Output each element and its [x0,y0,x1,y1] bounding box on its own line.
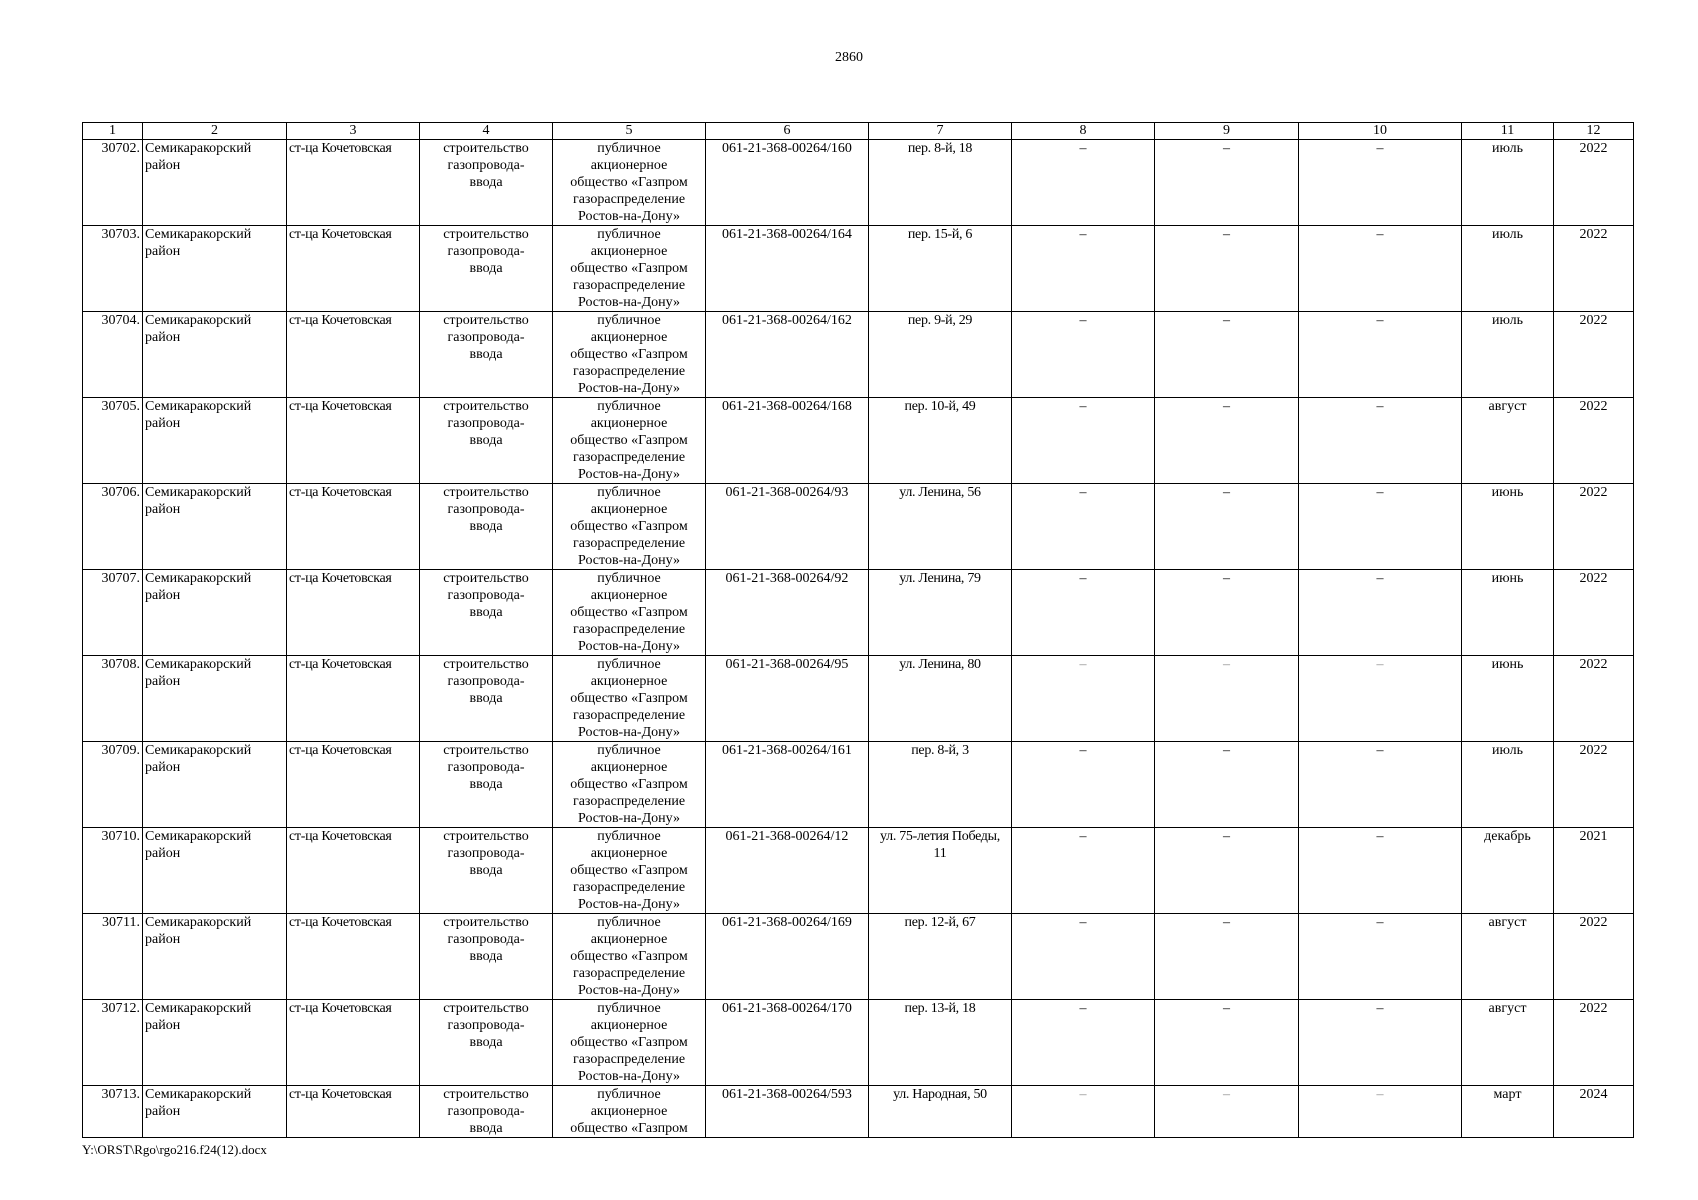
column-9-cell: – [1155,742,1299,828]
work-type-cell: строительство газопровода- ввода [420,828,553,914]
row-number: 30709. [83,742,143,828]
column-9-cell: – [1155,140,1299,226]
column-8-cell: – [1012,914,1155,1000]
work-type-cell: строительство газопровода- ввода [420,1000,553,1086]
column-8-cell: – [1012,742,1155,828]
column-9-cell: – [1155,828,1299,914]
locality-cell: ст-ца Кочетовская [287,1000,420,1086]
object-code-cell: 061-21-368-00264/93 [706,484,869,570]
column-10-cell: – [1299,828,1462,914]
district-cell: Семикаракорский район [143,742,287,828]
address-cell: пер. 8-й, 3 [869,742,1012,828]
column-header: 12 [1554,123,1634,140]
locality-cell: ст-ца Кочетовская [287,140,420,226]
district-cell: Семикаракорский район [143,1000,287,1086]
year-cell: 2022 [1554,398,1634,484]
column-9-cell: – [1155,1086,1299,1138]
header-row [83,123,1634,140]
registry-body [83,140,1634,1138]
month-cell: июнь [1462,656,1554,742]
year-cell: 2022 [1554,1000,1634,1086]
table-row [83,570,1634,656]
object-code-cell: 061-21-368-00264/168 [706,398,869,484]
object-code-cell: 061-21-368-00264/95 [706,656,869,742]
owner-cell: публичное акционерное общество «Газпром газораспределение Ростов-на-Дону» [553,312,706,398]
owner-cell: публичное акционерное общество «Газпром газораспределение Ростов-на-Дону» [553,484,706,570]
year-cell: 2022 [1554,914,1634,1000]
year-cell: 2022 [1554,312,1634,398]
row-number: 30711. [83,914,143,1000]
address-cell: ул. Ленина, 80 [869,656,1012,742]
address-cell: пер. 12-й, 67 [869,914,1012,1000]
table-row [83,484,1634,570]
owner-cell: публичное акционерное общество «Газпром газораспределение Ростов-на-Дону» [553,1000,706,1086]
district-cell: Семикаракорский район [143,914,287,1000]
year-cell: 2022 [1554,742,1634,828]
locality-cell: ст-ца Кочетовская [287,742,420,828]
column-9-cell: – [1155,226,1299,312]
work-type-cell: строительство газопровода- ввода [420,1086,553,1138]
address-cell: ул. Народная, 50 [869,1086,1012,1138]
column-header: 4 [420,123,553,140]
locality-cell: ст-ца Кочетовская [287,226,420,312]
object-code-cell: 061-21-368-00264/170 [706,1000,869,1086]
column-8-cell: – [1012,1000,1155,1086]
address-cell: пер. 8-й, 18 [869,140,1012,226]
column-10-cell: – [1299,656,1462,742]
column-8-cell: – [1012,312,1155,398]
row-number: 30703. [83,226,143,312]
row-number: 30705. [83,398,143,484]
year-cell: 2022 [1554,226,1634,312]
month-cell: август [1462,914,1554,1000]
object-code-cell: 061-21-368-00264/161 [706,742,869,828]
registry-table [82,122,1634,1138]
column-9-cell: – [1155,570,1299,656]
object-code-cell: 061-21-368-00264/593 [706,1086,869,1138]
table-row [83,742,1634,828]
column-header: 2 [143,123,287,140]
object-code-cell: 061-21-368-00264/92 [706,570,869,656]
owner-cell: публичное акционерное общество «Газпром газораспределение Ростов-на-Дону» [553,398,706,484]
row-number: 30707. [83,570,143,656]
column-10-cell: – [1299,226,1462,312]
locality-cell: ст-ца Кочетовская [287,398,420,484]
district-cell: Семикаракорский район [143,226,287,312]
owner-cell: публичное акционерное общество «Газпром [553,1086,706,1138]
owner-cell: публичное акционерное общество «Газпром газораспределение Ростов-на-Дону» [553,656,706,742]
district-cell: Семикаракорский район [143,140,287,226]
column-8-cell: – [1012,1086,1155,1138]
column-header: 5 [553,123,706,140]
district-cell: Семикаракорский район [143,484,287,570]
column-9-cell: – [1155,656,1299,742]
district-cell: Семикаракорский район [143,828,287,914]
month-cell: август [1462,398,1554,484]
row-number: 30706. [83,484,143,570]
owner-cell: публичное акционерное общество «Газпром газораспределение Ростов-на-Дону» [553,140,706,226]
footer-file-path: Y:\ORST\Rgo\rgo216.f24(12).docx [82,1142,267,1157]
row-number: 30704. [83,312,143,398]
month-cell: июль [1462,742,1554,828]
locality-cell: ст-ца Кочетовская [287,828,420,914]
row-number: 30712. [83,1000,143,1086]
year-cell: 2022 [1554,484,1634,570]
month-cell: июнь [1462,484,1554,570]
work-type-cell: строительство газопровода- ввода [420,656,553,742]
district-cell: Семикаракорский район [143,398,287,484]
work-type-cell: строительство газопровода- ввода [420,398,553,484]
column-8-cell: – [1012,570,1155,656]
column-header: 11 [1462,123,1554,140]
column-header: 9 [1155,123,1299,140]
address-cell: ул. Ленина, 56 [869,484,1012,570]
row-number: 30708. [83,656,143,742]
object-code-cell: 061-21-368-00264/162 [706,312,869,398]
address-cell: пер. 9-й, 29 [869,312,1012,398]
work-type-cell: строительство газопровода- ввода [420,914,553,1000]
column-9-cell: – [1155,484,1299,570]
column-10-cell: – [1299,570,1462,656]
owner-cell: публичное акционерное общество «Газпром газораспределение Ростов-на-Дону» [553,914,706,1000]
table-row [83,398,1634,484]
column-header: 3 [287,123,420,140]
row-number: 30702. [83,140,143,226]
work-type-cell: строительство газопровода- ввода [420,742,553,828]
table-row [83,1000,1634,1086]
object-code-cell: 061-21-368-00264/12 [706,828,869,914]
object-code-cell: 061-21-368-00264/164 [706,226,869,312]
owner-cell: публичное акционерное общество «Газпром газораспределение Ростов-на-Дону» [553,742,706,828]
column-8-cell: – [1012,828,1155,914]
column-header: 8 [1012,123,1155,140]
page-number: 2860 [835,50,863,65]
column-10-cell: – [1299,1086,1462,1138]
table-row [83,1086,1634,1138]
column-8-cell: – [1012,140,1155,226]
column-9-cell: – [1155,312,1299,398]
column-10-cell: – [1299,742,1462,828]
locality-cell: ст-ца Кочетовская [287,570,420,656]
locality-cell: ст-ца Кочетовская [287,484,420,570]
address-cell: пер. 10-й, 49 [869,398,1012,484]
column-8-cell: – [1012,226,1155,312]
work-type-cell: строительство газопровода- ввода [420,570,553,656]
column-10-cell: – [1299,484,1462,570]
district-cell: Семикаракорский район [143,1086,287,1138]
locality-cell: ст-ца Кочетовская [287,656,420,742]
row-number: 30710. [83,828,143,914]
locality-cell: ст-ца Кочетовская [287,312,420,398]
work-type-cell: строительство газопровода- ввода [420,140,553,226]
table-row [83,312,1634,398]
month-cell: август [1462,1000,1554,1086]
column-10-cell: – [1299,398,1462,484]
month-cell: июль [1462,140,1554,226]
column-10-cell: – [1299,1000,1462,1086]
owner-cell: публичное акционерное общество «Газпром газораспределение Ростов-на-Дону» [553,226,706,312]
district-cell: Семикаракорский район [143,656,287,742]
column-header: 1 [83,123,143,140]
address-cell: ул. 75-летия Победы, 11 [869,828,1012,914]
column-8-cell: – [1012,398,1155,484]
work-type-cell: строительство газопровода- ввода [420,312,553,398]
table-row [83,828,1634,914]
year-cell: 2022 [1554,656,1634,742]
column-header: 10 [1299,123,1462,140]
column-9-cell: – [1155,1000,1299,1086]
month-cell: июнь [1462,570,1554,656]
month-cell: июль [1462,226,1554,312]
table-row [83,226,1634,312]
year-cell: 2024 [1554,1086,1634,1138]
column-8-cell: – [1012,484,1155,570]
work-type-cell: строительство газопровода- ввода [420,484,553,570]
table-row [83,656,1634,742]
address-cell: пер. 13-й, 18 [869,1000,1012,1086]
work-type-cell: строительство газопровода- ввода [420,226,553,312]
column-9-cell: – [1155,914,1299,1000]
row-number: 30713. [83,1086,143,1138]
month-cell: июль [1462,312,1554,398]
column-header: 7 [869,123,1012,140]
column-10-cell: – [1299,140,1462,226]
year-cell: 2021 [1554,828,1634,914]
owner-cell: публичное акционерное общество «Газпром газораспределение Ростов-на-Дону» [553,828,706,914]
address-cell: ул. Ленина, 79 [869,570,1012,656]
month-cell: март [1462,1086,1554,1138]
address-cell: пер. 15-й, 6 [869,226,1012,312]
month-cell: декабрь [1462,828,1554,914]
object-code-cell: 061-21-368-00264/160 [706,140,869,226]
year-cell: 2022 [1554,570,1634,656]
year-cell: 2022 [1554,140,1634,226]
owner-cell: публичное акционерное общество «Газпром газораспределение Ростов-на-Дону» [553,570,706,656]
locality-cell: ст-ца Кочетовская [287,1086,420,1138]
column-10-cell: – [1299,312,1462,398]
table-row [83,914,1634,1000]
column-9-cell: – [1155,398,1299,484]
column-8-cell: – [1012,656,1155,742]
table-row [83,140,1634,226]
object-code-cell: 061-21-368-00264/169 [706,914,869,1000]
column-header: 6 [706,123,869,140]
column-10-cell: – [1299,914,1462,1000]
locality-cell: ст-ца Кочетовская [287,914,420,1000]
district-cell: Семикаракорский район [143,570,287,656]
district-cell: Семикаракорский район [143,312,287,398]
